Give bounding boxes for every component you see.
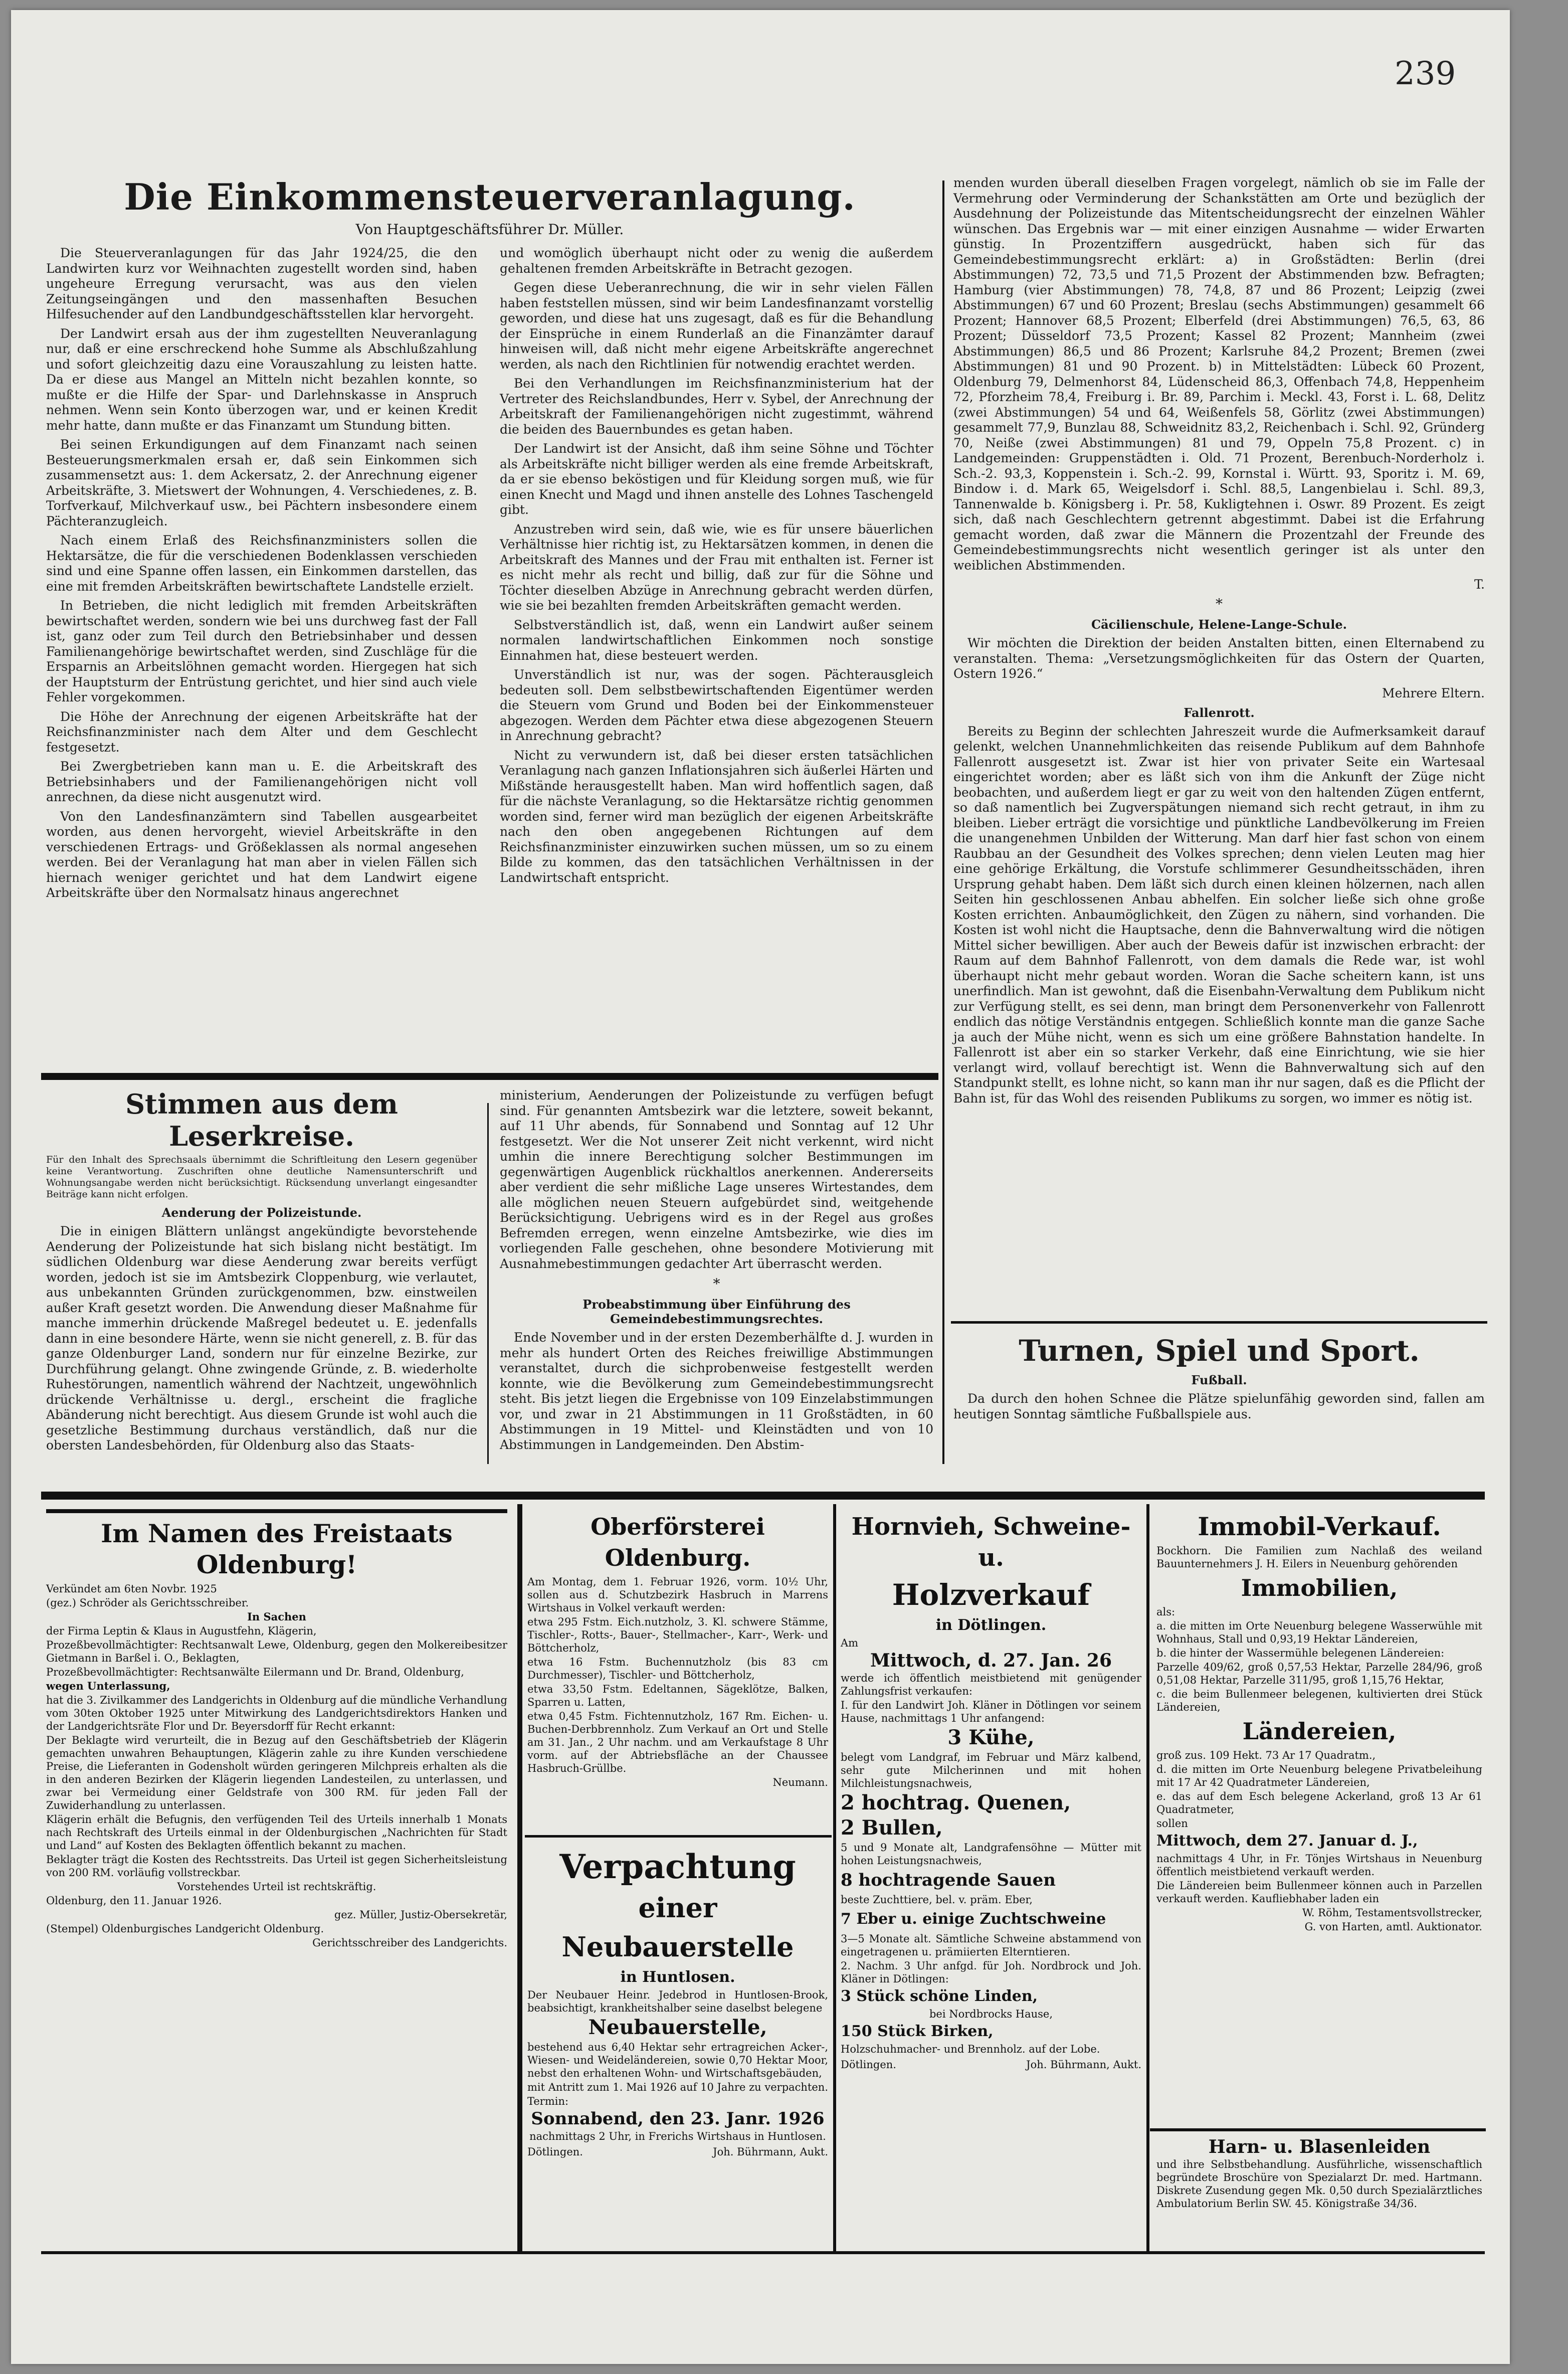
immobil-text: d. die mitten im Orte Neuenburg belegene Privatbeleihung mit 17 Ar 42 Quadratmeter Ländereien, (1156, 1763, 1482, 1788)
freistaat-text: Der Beklagte wird verurteilt, die in Bezug auf den Geschäftsbetrieb der Klägerin gemachten unwahren Behauptungen, Klägerin zahle zu ihre Kunden verschiedene Preise, die Lieferanten in Godensholt würden geringeren Milchpreis erhalten als die in den anderen Bezirken der Klägerin liegenden Landesteilen, zu unterlassen, und zwar bei Vermeidung einer Geldstrafe von 300 RM. für jeden Fall der Zuwiderhandlung zu unterlassen. (46, 1734, 507, 1811)
sport-subtitle: Fußball. (1191, 1373, 1247, 1387)
freistaat-stamp-signature: Gerichtsschreiber des Landgerichts. (312, 1937, 507, 1949)
freistaat-stamp: (Stempel) Oldenburgisches Landgericht Oldenburg. (46, 1923, 324, 1935)
oberforsterei-text: Am Montag, dem 1. Februar 1926, vorm. 10½ Uhr, sollen aus d. Schutzbezirk Hasbruch in Marrens Wirtshaus in Volkel verkauft werden: (527, 1576, 828, 1614)
verpachtung-date: Sonnabend, den 23. Janr. 1926 (531, 2109, 825, 2129)
section-rule (951, 1321, 1487, 1324)
cacilien-title: Cäcilienschule, Helene-Lange-Schule. (1091, 617, 1347, 632)
paragraph: Der Landwirt ist der Ansicht, daß ihm seine Söhne und Töchter als Arbeitskräfte nicht billiger werden als eine fremde Arbeitskraft, da er sie ebenso beköstigen und für Kleidung sorgen muß, wie für einen Knecht und Magd und ihnen anstelle des Lohnes Taschengeld gibt. (500, 441, 933, 517)
verpachtung-text: Der Neubauer Heinr. Jedebrod in Huntlosen-Brook, beabsichtigt, krankheitshalber seine daselbst belegene (527, 1989, 828, 2014)
leserkreise-title: Stimmen aus dem Leserkreise. (125, 1088, 398, 1152)
paragraph: Die in einigen Blättern unlängst angekündigte bevorstehende Aenderung der Polizeistunde hat sich bislang nicht bestätigt. Im südlichen Oldenburg war diese Aenderung zwar bereits verfügt worden, jedoch ist sie im Amtsbezirk Cloppenburg, wie verlautet, aus unbekannten Gründen zurückgenommen, bzw. einstweilen außer Kraft gesetzt worden. Die Anwendung dieser Maßnahme für manche immerhin drückende Maßregel bedeutet u. E. jedenfalls dann in eine besondere Härte, wenn sie nicht generell, z. B. für das ganze Oldenburger Land, sondern nur für einzelne Bezirke, zur Durchführung gelangt. Ohne zwingende Gründe, z. B. wiederholte Ruhestörungen, namentlich während der Nachtzeit, ungewöhnlich drückende Verhältnisse u. dergl., erscheint die fragliche Abänderung nicht berechtigt. Aus diesem Grunde ist wohl auch die gesetzliche Bestimmung durchaus verständlich, daß nur die obersten Landesbehörden, für Oldenburg also das Staats- (46, 1224, 477, 1452)
immobil-heading: Ländereien, (1242, 1718, 1397, 1745)
immobil-title: Immobil-Verkauf. (1198, 1512, 1441, 1541)
immobil-text: groß zus. 109 Hekt. 73 Ar 17 Quadratm., (1156, 1749, 1376, 1761)
freistaat-text: Prozeßbevollmächtigter: Rechtsanwälte Eilermann und Dr. Brand, Oldenburg, (46, 1666, 464, 1678)
right-column (953, 175, 1485, 1106)
paragraph: Bei Zwergbetrieben kann man u. E. die Arbeitskraft des Betriebsinhabers und der Familienangehörigen nicht voll anrechnen, da diese nicht ausgenutzt wird. (46, 759, 477, 804)
paragraph: Bereits zu Beginn der schlechten Jahreszeit wurde die Aufmerksamkeit darauf gelenkt, welchen Unannehmlichkeiten das reisende Publikum auf dem Bahnhofe Fallenrott ausgesetzt ist. Zwar ist hier von privater Seite ein Wartesaal eingerichtet worden; aber es läßt sich von ihm die Ankunft der Züge nicht beobachten, und außerdem liegt er gar zu weit von den haltenden Zügen entfernt, so daß namentlich bei Zugverspätungen niemand sich recht getraut, in ihm zu bleiben. Lieber erträgt die vorsichtige und pünktliche Landbevölkerung im Freien die unangenehmen Unbilden der Witterung. Man darf hier fast schon von einem Raubbau an der Gesundheit des Volkes sprechen; denn vielen Leuten mag hier eine gehörige Erkältung, die Vorstufe schlimmerer Gesundheitsschäden, ihren Ursprung gehabt haben. Dem läßt sich durch einen kleinen hölzernen, nach allen Seiten hin geschlossenen Anbau abhelfen. Ein solcher ließe sich ohne große Kosten errichten. Anbaumöglichkeit, den Zügen zu nähern, sind vorhanden. Die Kosten ist wohl nicht die Hauptsache, denn die Bahnverwaltung wird die nötigen Mittel sicher bewilligen. Aber auch der Beweis dafür ist inzwischen erbracht: der Raum auf dem Bahnhof Fallenrott, von dem damals die Rede war, ist wohl überhaupt nicht mehr gebaut worden. Woran die Sache scheitern kann, ist uns unerfindlich. Man ist gewohnt, daß die Eisenbahn-Verwaltung dem Publikum nicht zur Verfügung stellt, es sei denn, man bringt dem Personenverkehr von Fallenrott endlich das nötige Verständnis entgegen. Schließlich konnte man die ganze Sache ja auch der Mühe nicht, wenn es sich um eine größere Bahnstation handelte. In Fallenrott ist aber ein so starker Verkehr, daß eine Einrichtung, wie sie hier verlangt wird, vollauf berechtigt ist. Wenn die Bahnverwaltung sich auf den Standpunkt stellt, es lohne nicht, so kann man ihr nur sagen, daß es die Pflicht der Bahn ist, für das Wohl des reisenden Publikums zu sorgen, wo immer es nötig ist. (953, 723, 1485, 1106)
hornvieh-item-text: Holzschuhmacher- und Brennholz. auf der Lobe. (841, 2043, 1100, 2055)
main-article-title-block (46, 175, 933, 246)
immobil-signature: G. von Harten, amtl. Auktionator. (1304, 1921, 1482, 1933)
verpachtung-place: in Huntlosen. (620, 1968, 735, 1986)
paragraph: ministerium, Aenderungen der Polizeistunde zu verfügen befugt sind. Für genannten Amtsbezirk war die letztere, soweit bekannt, auf 11 Uhr abends, für Sonnabend und Sonntag auf 12 Uhr festgesetzt. Wer die Not unserer Zeit nicht verkennt, wird nicht umhin die innere Berechtigung solcher Bestimmungen im gegenwärtigen Augenblick rückhaltlos anerkennen. Andererseits aber verdient die sehr mißliche Lage unseres Wirtestandes, dem alle möglichen neuen Steuern aufgebürdet sind, weitgehende Berücksichtigung. Uebrigens wird es in der Regel aus großes Befremden erregen, wenn einzelne Amtsbezirke, wie dies im vorliegenden Falle geschehen, ohne besondere Motivierung mit Ausnahmebestimmungen gedachter Art überrascht werden. (500, 1088, 933, 1271)
paragraph: Die Steuerveranlagungen für das Jahr 1924/25, die den Landwirten kurz vor Weihnachten zugestellt worden sind, haben ungeheure Erregung verursacht, was aus den vielen Zeitungseingängen und den massenhaften Besuchen Hilfesuchender auf den Landbundgeschäftsstellen klar hervorgeht. (46, 246, 477, 321)
ad-rule (525, 1835, 832, 1838)
fallenrott-title: Fallenrott. (1184, 705, 1255, 720)
oberforsterei-title: Oberförsterei Oldenburg. (591, 1513, 765, 1571)
ad-rule (46, 1509, 507, 1513)
paragraph: und womöglich überhaupt nicht oder zu wenig die außerdem gehaltenen fremden Arbeitskräfte in Betracht gezogen. (500, 246, 933, 276)
paragraph: Gegen diese Ueberanrechnung, die wir in sehr vielen Fällen haben feststellen müssen, sind wir beim Landesfinanzamt vorstellig geworden, und diese hat uns zugesagt, daß es für die Behandlung der Einsprüche in einem Runderlaß an die Finanzämter darauf hinweisen will, daß nicht mehr eigene Arbeitskräfte angerechnet werden, als nach den Richtlinien für notwendig erachtet werden. (500, 280, 933, 372)
ads-bottom-rule (41, 2251, 1485, 2254)
immobil-date: Mittwoch, dem 27. Januar d. J., (1156, 1832, 1418, 1850)
freistaat-header: Verkündet am 6ten Novbr. 1925 (46, 1583, 217, 1595)
immobil-text: e. das auf dem Esch belegene Ackerland, groß 13 Ar 61 Quadratmeter, (1156, 1790, 1482, 1815)
ad-immobil-verkauf (1156, 1509, 1482, 2121)
immobil-text: c. die beim Bullenmeer belegenen, kultivierten drei Stück Ländereien, (1156, 1688, 1482, 1713)
hornvieh-title: Hornvieh, Schweine- u. (851, 1513, 1131, 1572)
footer-place: Dötlingen. (841, 2059, 896, 2071)
hornvieh-text: 2. Nachm. 3 Uhr anfgd. für Joh. Nordbrock und Joh. Kläner in Dötlingen: (841, 1960, 1141, 1985)
immobil-text: Die Ländereien beim Bullenmeer können auch in Parzellen verkauft werden. Kaufliebhaber laden ein (1156, 1880, 1482, 1905)
leserkreise-col2 (500, 1088, 933, 1469)
paragraph: Ende November und in der ersten Dezemberhälfte d. J. wurden in mehr als hundert Orten des Reiches freiwillige Abstimmungen veranstaltet, durch die sichprobenweise festgestellt werden konnte, wie die Bevölkerung zum Gemeindebestimmungsrecht steht. Bis jetzt liegen die Ergebnisse von 109 Einzelabstimmungen vor, und zwar in 21 Abstimmungen in 11 Großstädten, in 60 Abstimmungen in 19 Mittel- und Kleinstädten und von 10 Abstimmungen in Landgemeinden. Den Abstim- (500, 1330, 933, 1452)
hornvieh-item-text: beste Zuchttiere, bel. v. präm. Eber, (841, 1894, 1033, 1906)
hornvieh-text: I. für den Landwirt Joh. Kläner in Dötlingen vor seinem Hause, nachmittags 1 Uhr anfangend: (841, 1699, 1141, 1724)
page-number: 239 (1395, 55, 1456, 92)
main-article-col1 (46, 246, 477, 1068)
ad-freistaat-oldenburg (46, 1509, 507, 2246)
hornvieh-item: 150 Stück Birken, (841, 2023, 994, 2040)
footer-place: Dötlingen. (527, 2146, 583, 2158)
ad-verpachtung (527, 1845, 828, 2246)
leserkreise-col1 (46, 1088, 477, 1469)
immobil-text: b. die hinter der Wassermühle belegenen Ländereien: (1156, 1647, 1445, 1659)
main-article-byline: Von Hauptgeschäftsführer Dr. Müller. (355, 221, 624, 238)
hornvieh-date: Mittwoch, d. 27. Jan. 26 (870, 1650, 1112, 1671)
leserkreise-disclaimer: Für den Inhalt des Sprechsaals übernimmt die Schriftleitung den Lesern gegenüber keine Verantwortung. Zuschriften ohne deutliche Namensunterschrift und Wohnungsangabe werden nicht berücksichtigt. Rücksendung unverlangt eingesandter Beiträge kann nicht erfolgen. (46, 1154, 477, 1200)
ad-oberforsterei (527, 1509, 828, 1835)
paragraph: Anzustreben wird sein, daß wie, wie es für unsere bäuerlichen Verhältnisse hier richtig ist, zu Hektarsätzen kommen, in denen die Arbeitskraft des Mannes und der Frau mit enthalten ist. Ferner ist es nicht mehr als recht und billig, daß zur für die Söhne und Töchter dieselben Abzüge in Anrechnung gebracht werden dürfen, wie sie bei bezahlten fremden Arbeitskräften gemacht werden. (500, 521, 933, 613)
oberforsterei-text: etwa 16 Fstm. Buchennutzholz (bis 83 cm Durchmesser), Tischler- und Böttcherholz, (527, 1656, 828, 1681)
immobil-text: sollen (1156, 1817, 1188, 1830)
hornvieh-item: 3 Stück schöne Linden, (841, 1987, 1038, 2005)
paragraph: Nicht zu verwundern ist, daß bei dieser ersten tatsächlichen Veranlagung nach ganzen Inflationsjahren sich äußerlei Härten und Mißstände herausgestellt haben. Man wird hoffentlich sagen, daß für die nächste Veranlagung, so die Hektarsätze richtig genommen worden sind, ferner wird man bezüglich der eigenen Arbeitskräfte nach den oben angegebenen Richtungen auf dem Reichsfinanzminister einzuwirken suchen müssen, um so zu einem Bilde zu kommen, das den tatsächlichen Verhältnissen in der Landwirtschaft entspricht. (500, 748, 933, 885)
freistaat-text: Prozeßbevollmächtigter: Rechtsanwalt Lewe, Oldenburg, gegen den Molkereibesitzer Gietmann in Barßel i. O., Beklagten, (46, 1639, 507, 1664)
column-rule (942, 180, 944, 1464)
immobil-signature: W. Röhm, Testamentsvollstrecker, (1302, 1907, 1482, 1919)
oberforsterei-text: etwa 33,50 Fstm. Edeltannen, Sägeklötze, Balken, Sparren u. Latten, (527, 1683, 828, 1708)
freistaat-title: Im Namen des Freistaats Oldenburg! (101, 1519, 453, 1579)
hornvieh-am: Am (841, 1637, 859, 1649)
freistaat-clerk: (gez.) Schröder als Gerichtsschreiber. (46, 1597, 249, 1609)
freistaat-text: gez. Müller, Justiz-Obersekretär, (334, 1909, 507, 1921)
oberforsterei-text: etwa 0,45 Fstm. Fichtennutzholz, 167 Rm. Eichen- u. Buchen-Derbbrennholz. Zum Verkauf an Ort und Stelle am 31. Jan., 2 Uhr nachm. und am Verkaufstage 8 Uhr vorm. auf der Abtriebsfläche an der Chaussee Hasbruch-Grüllbe. (527, 1710, 828, 1774)
signature: Mehrere Eltern. (1382, 685, 1485, 700)
oberforsterei-text: etwa 295 Fstm. Eich.nutzholz, 3. Kl. schwere Stämme, Tischler-, Rotts-, Bauer-, Stellmacher-, Karr-, Werk- und Böttcherholz, (527, 1616, 828, 1654)
paragraph: Bei den Verhandlungen im Reichsfinanzministerium hat der Vertreter des Reichslandbundes, Herr v. Sybel, der Anrechnung der Arbeitskraft der Familienangehörigen nicht zugestimmt, während die beiden des Bauernbundes es getan haben. (500, 376, 933, 437)
freistaat-text: der Firma Leptin & Klaus in Augustfehn, Klägerin, (46, 1625, 317, 1637)
hornvieh-text: werde ich öffentlich meistbietend mit genügender Zahlungsfrist verkaufen: (841, 1672, 1141, 1697)
hornvieh-item-text: 3—5 Monate alt. Sämtliche Schweine abstammend von eingetragenen u. prämiierten Elterntieren. (841, 1933, 1141, 1958)
hornvieh-place: in Dötlingen. (935, 1616, 1047, 1634)
verpachtung-title: Verpachtung (559, 1847, 796, 1886)
hornvieh-item: 2 Bullen, (841, 1816, 943, 1840)
ad-divider (833, 1504, 836, 2251)
freistaat-in-sachen: In Sachen (247, 1610, 306, 1623)
immobil-text: a. die mitten im Orte Neuenburg belegene Wasserwühle mit Wohnhaus, Stall und 0,93,19 Hektar Ländereien, (1156, 1620, 1482, 1645)
footer-auctioneer: Joh. Bührmann, Aukt. (713, 2146, 828, 2158)
section-rule (41, 1073, 938, 1080)
paragraph: In Betrieben, die nicht lediglich mit fremden Arbeitskräften bewirtschaftet werden, sondern wie bei uns durchweg fast der Fall ist, ganz oder zum Teil durch den Betriebsinhaber und dessen Familienangehörige bewirtschaftet werden, sind Zuschläge für die Ersparnis an Arbeitslöhnen gemacht worden. Hiergegen hat sich der Hauptsturm der Entrüstung gerichtet, und hier sind auch viele Fehler vorgekommen. (46, 598, 477, 704)
hornvieh-item-text: belegt vom Landgraf, im Februar und März kalbend, sehr gute Milcherinnen und mit hohen Milchleistungsnachweis, (841, 1751, 1141, 1789)
verpachtung-title: einer Neubauerstelle (561, 1892, 794, 1963)
hornvieh-item: 3 Kühe, (947, 1726, 1035, 1749)
leserkreise-sub2: Probeabstimmung über Einführung des Gemeindebestimmungsrechtes. (582, 1297, 851, 1326)
immobil-text: nachmittags 4 Uhr, in Fr. Tönjes Wirtshaus in Neuenburg öffentlich meistbietend verkauft werden. (1156, 1853, 1482, 1878)
separator-asterisk: * (713, 1275, 720, 1292)
freistaat-text: Vorstehendes Urteil ist rechtskräftig. (177, 1881, 376, 1893)
hornvieh-item-text: 5 und 9 Monate alt, Landgrafensöhne — Mütter mit hohen Leistungsnachweis, (841, 1842, 1141, 1867)
paragraph: Selbstverständlich ist, daß, wenn ein Landwirt außer seinem normalen landwirtschaftlichen Einkommen noch sonstige Einnahmen hat, diese besteuert werden. (500, 617, 933, 663)
separator-asterisk: * (1216, 596, 1223, 612)
verpachtung-termin-label: Termin: (527, 2095, 569, 2107)
verpachtung-text: mit Antritt zum 1. Mai 1926 auf 10 Jahre zu verpachten. (527, 2081, 829, 2093)
paragraph: Da durch den hohen Schnee die Plätze spielunfähig geworden sind, fallen am heutigen Sonntag sämtliche Fußballspiele aus. (953, 1391, 1485, 1421)
ad-rule (1150, 2128, 1486, 2131)
hornvieh-footer (841, 2059, 1141, 2071)
immobil-text: Bockhorn. Die Familien zum Nachlaß des weiland Bauunternehmers J. H. Eilers in Neuenburg gehörenden (1156, 1545, 1482, 1570)
footer-auctioneer: Joh. Bührmann, Aukt. (1026, 2059, 1141, 2071)
ad-harn-blasenleiden (1156, 2136, 1482, 2249)
hornvieh-item-text: bei Nordbrocks Hause, (929, 2008, 1053, 2020)
ad-hornvieh (841, 1509, 1141, 2246)
freistaat-text: Klägerin erhält die Befugnis, den verfügenden Teil des Urteils innerhalb 1 Monats nach Rechtskraft des Urteils einmal in der Oldenburgischen „Nachrichten für Stadt und Land“ auf Kosten des Beklagten öffentlich bekannt zu machen. (46, 1813, 507, 1852)
paragraph: menden wurden überall dieselben Fragen vorgelegt, nämlich ob sie im Falle der Vermehrung oder Verminderung der Schankstätten am Orte und bezüglich der Ausdehnung der Polizeistunde das Mitentscheidungsrecht der einzelnen Wähler wünschen. Das Ergebnis war — mit einer einzigen Ausnahme — wider Erwarten günstig. In Prozentziffern ausgedrückt, haben sich für das Gemeindebestimmungsrecht erklärt: a) in Großstädten: Berlin (drei Abstimmungen) 72, 73,5 und 71,5 Prozent der Abstimmenden bzw. Befragten; Hamburg (vier Abstimmungen) 78, 74,8, 87 und 86 Prozent; Leipzig (zwei Abstimmungen) 67 und 60 Prozent; Breslau (sechs Abstimmungen) gesammelt 66 Prozent; Hannover 68,5 Prozent; Elberfeld (drei Abstimmungen) 76,5, 63, 86 Prozent; Düsseldorf 73,5 Prozent; Kassel 82 Prozent; Mannheim (zwei Abstimmungen) 86,5 und 86 Prozent; Karlsruhe 84,2 Prozent; Bremen (zwei Abstimmungen) 81 und 90 Prozent. b) in Mittelstädten: Lübeck 60 Prozent, Oldenburg 79, Delmenhorst 84, Lüdenscheid 86,3, Offenbach 74,8, Heppenheim 72, Pforzheim 78,4, Freiburg i. Br. 89, Parchim i. Meckl. 43, Forst i. L. 68, Delitz (zwei Abstimmungen) 54 und 64, Weißenfels 58, Görlitz (zwei Abstimmungen) gesammelt 77,9, Bunzlau 88, Schweidnitz 83,2, Reichenbach i. Schl. 92, Gründerg 70, Neiße (zwei Abstimmungen) 81 und 79, Oppeln 75,8 Prozent. c) in Landgemeinden: Gruppenstädten i. Old. 71 Prozent, Berenbuch-Norderholz i. Sch.-2. 93,3, Koppenstein i. Sch.-2. 99, Kornstal i. Württ. 93, Sporitz i. M. 69, Bindow i. d. Mark 65, Weigelsdorf i. Schl. 88,5, Langenbielau i. Schl. 89,3, Tannenwalde b. Königsberg i. Pr. 58, Kukligtehnen i. Oswr. 89 Prozent. Es zeigt sich, daß nach Geschlechtern getrennt abgestimmt. Dabei ist die Erfahrung gemacht worden, daß zwar die Männern die Prozentzahl der Freunde des Gemeindebestimmungsrechts nicht wesentlich geringer ist als unter den weiblichen Abstimmenden. (953, 175, 1485, 573)
leserkreise-sub1: Aenderung der Polizeistunde. (161, 1205, 362, 1220)
main-article-col2 (500, 246, 933, 1068)
harn-text: und ihre Selbstbehandlung. Ausführliche, wissenschaftlich begründete Broschüre von Spezialarzt Dr. med. Hartmann. Diskrete Zusendung gegen Mk. 0,50 durch Spezialärztliches Ambulatorium Berlin SW. 45. Königstraße 34/36. (1156, 2158, 1482, 2210)
paragraph: Unverständlich ist nur, was der sogen. Pächterausgleich bedeuten soll. Dem selbstbewirtschaftenden Eigentümer werden die Steuern vom Grund und Boden bei der Einkommensteuer abgezogen. Werden dem Pächter etwa diese abgezogenen Steuern in Anrechnung gebracht? (500, 667, 933, 743)
hornvieh-item: 8 hochtragende Sauen (841, 1870, 1056, 1890)
freistaat-text: wegen Unterlassung, (46, 1680, 170, 1692)
immobil-heading: Immobilien, (1241, 1574, 1398, 1601)
paragraph: Der Landwirt ersah aus der ihm zugestellten Neuveranlagung nur, daß er eine erschreckend hohe Summe als Abschlußzahlung und sofort gleichzeitig dazu eine Vorauszahlung zu leisten hatte. Da er diese aus Mangel an Mitteln nicht bezahlen konnte, so mußte er die Hilfe der Spar- und Darlehnskasse in Anspruch nehmen. Wenn sein Konto überzogen war, und er keinen Kredit mehr hatte, dann mußte er das Finanzamt um Stundung bitten. (46, 326, 477, 433)
oberforsterei-signature: Neumann. (772, 1776, 828, 1788)
ad-divider (517, 1504, 522, 2251)
verpachtung-text: nachmittags 2 Uhr, in Frerichs Wirtshaus in Huntlosen. (529, 2130, 826, 2142)
verpachtung-item: Neubauerstelle, (588, 2016, 767, 2039)
sport-section (953, 1334, 1485, 1464)
paragraph: Von den Landesfinanzämtern sind Tabellen ausgearbeitet worden, aus denen hervorgeht, wieviel Arbeitskräfte in den verschiedenen Ertrags- und Größeklassen als normal angesehen werden. Bei der Veranlagung hat man aber in vielen Fällen sich hiernach weniger gerichtet und hat dem Landwirt eigene Arbeitskräfte über den Normalsatz hinaus angerechnet (46, 809, 477, 900)
harn-title: Harn- u. Blasenleiden (1208, 2136, 1431, 2157)
immobil-text: Parzelle 409/62, groß 0,57,53 Hektar, Parzelle 284/96, groß 0,51,08 Hektar, Parzelle 311/95, groß 1,15,76 Hektar, (1156, 1661, 1482, 1686)
freistaat-text: Oldenburg, den 11. Januar 1926. (46, 1895, 222, 1907)
freistaat-text: Beklagter trägt die Kosten des Rechtsstreits. Das Urteil ist gegen Sicherheitsleistung von 200 RM. vorläufig vollstreckbar. (46, 1854, 507, 1879)
hornvieh-item: 7 Eber u. einige Zuchtschweine (841, 1910, 1106, 1928)
sport-title: Turnen, Spiel und Sport. (1019, 1334, 1420, 1368)
signature: T. (1474, 577, 1485, 592)
main-article-title: Die Einkommensteuerveranlagung. (124, 175, 856, 218)
immobil-text: als: (1156, 1606, 1175, 1618)
paragraph: Die Höhe der Anrechnung der eigenen Arbeitskräfte hat der Reichsfinanzminister nach dem Alter und dem Geschlecht festgesetzt. (46, 709, 477, 755)
column-rule (487, 1103, 489, 1464)
freistaat-text: hat die 3. Zivilkammer des Landgerichts in Oldenburg auf die mündliche Verhandlung vom 30ten Oktober 1925 unter Mitwirkung des Landgerichtsdirektors Hanken und der Landgerichtsräte Flor und Dr. Beyersdorff für Recht erkannt: (46, 1694, 507, 1732)
verpachtung-text: bestehend aus 6,40 Hektar sehr ertragreichen Acker-, Wiesen- und Weideländereien, sowie 0,70 Hektar Moor, nebst den erhaltenen Wohn- und Wirtschaftsgebäuden, (527, 2041, 828, 2079)
ads-top-rule (41, 1492, 1485, 1500)
paragraph: Bei seinen Erkundigungen auf dem Finanzamt nach seinen Besteuerungsmerkmalen ersah er, daß sein Einkommen sich zusammensetzt aus: 1. dem Ackersatz, 2. der Anrechnung eigener Arbeitskräfte, 3. Mietswert der Wohnungen, 4. Verschiedenes, z. B. Torfverkauf, Milchverkauf usw., bei Pächtern insbesondere einem Pächteranzugleich. (46, 437, 477, 528)
verpachtung-footer (527, 2146, 828, 2158)
newspaper-page (11, 10, 1510, 2364)
hornvieh-item: 2 hochtrag. Quenen, (841, 1791, 1071, 1814)
hornvieh-title: Holzverkauf (892, 1578, 1090, 1612)
ad-divider (1146, 1504, 1149, 2251)
paragraph: Wir möchten die Direktion der beiden Anstalten bitten, einen Elternabend zu veranstalten. Thema: „Versetzungsmöglichkeiten für das Ostern der Quarten, Ostern 1926.“ (953, 636, 1485, 681)
paragraph: Nach einem Erlaß des Reichsfinanzministers sollen die Hektarsätze, die für die verschiedenen Bodenklassen verschieden sind und eine Spanne offen lassen, ein Einkommen darstellen, das eine mit fremden Arbeitskräften bewirtschaftete Landstelle erzielt. (46, 533, 477, 594)
